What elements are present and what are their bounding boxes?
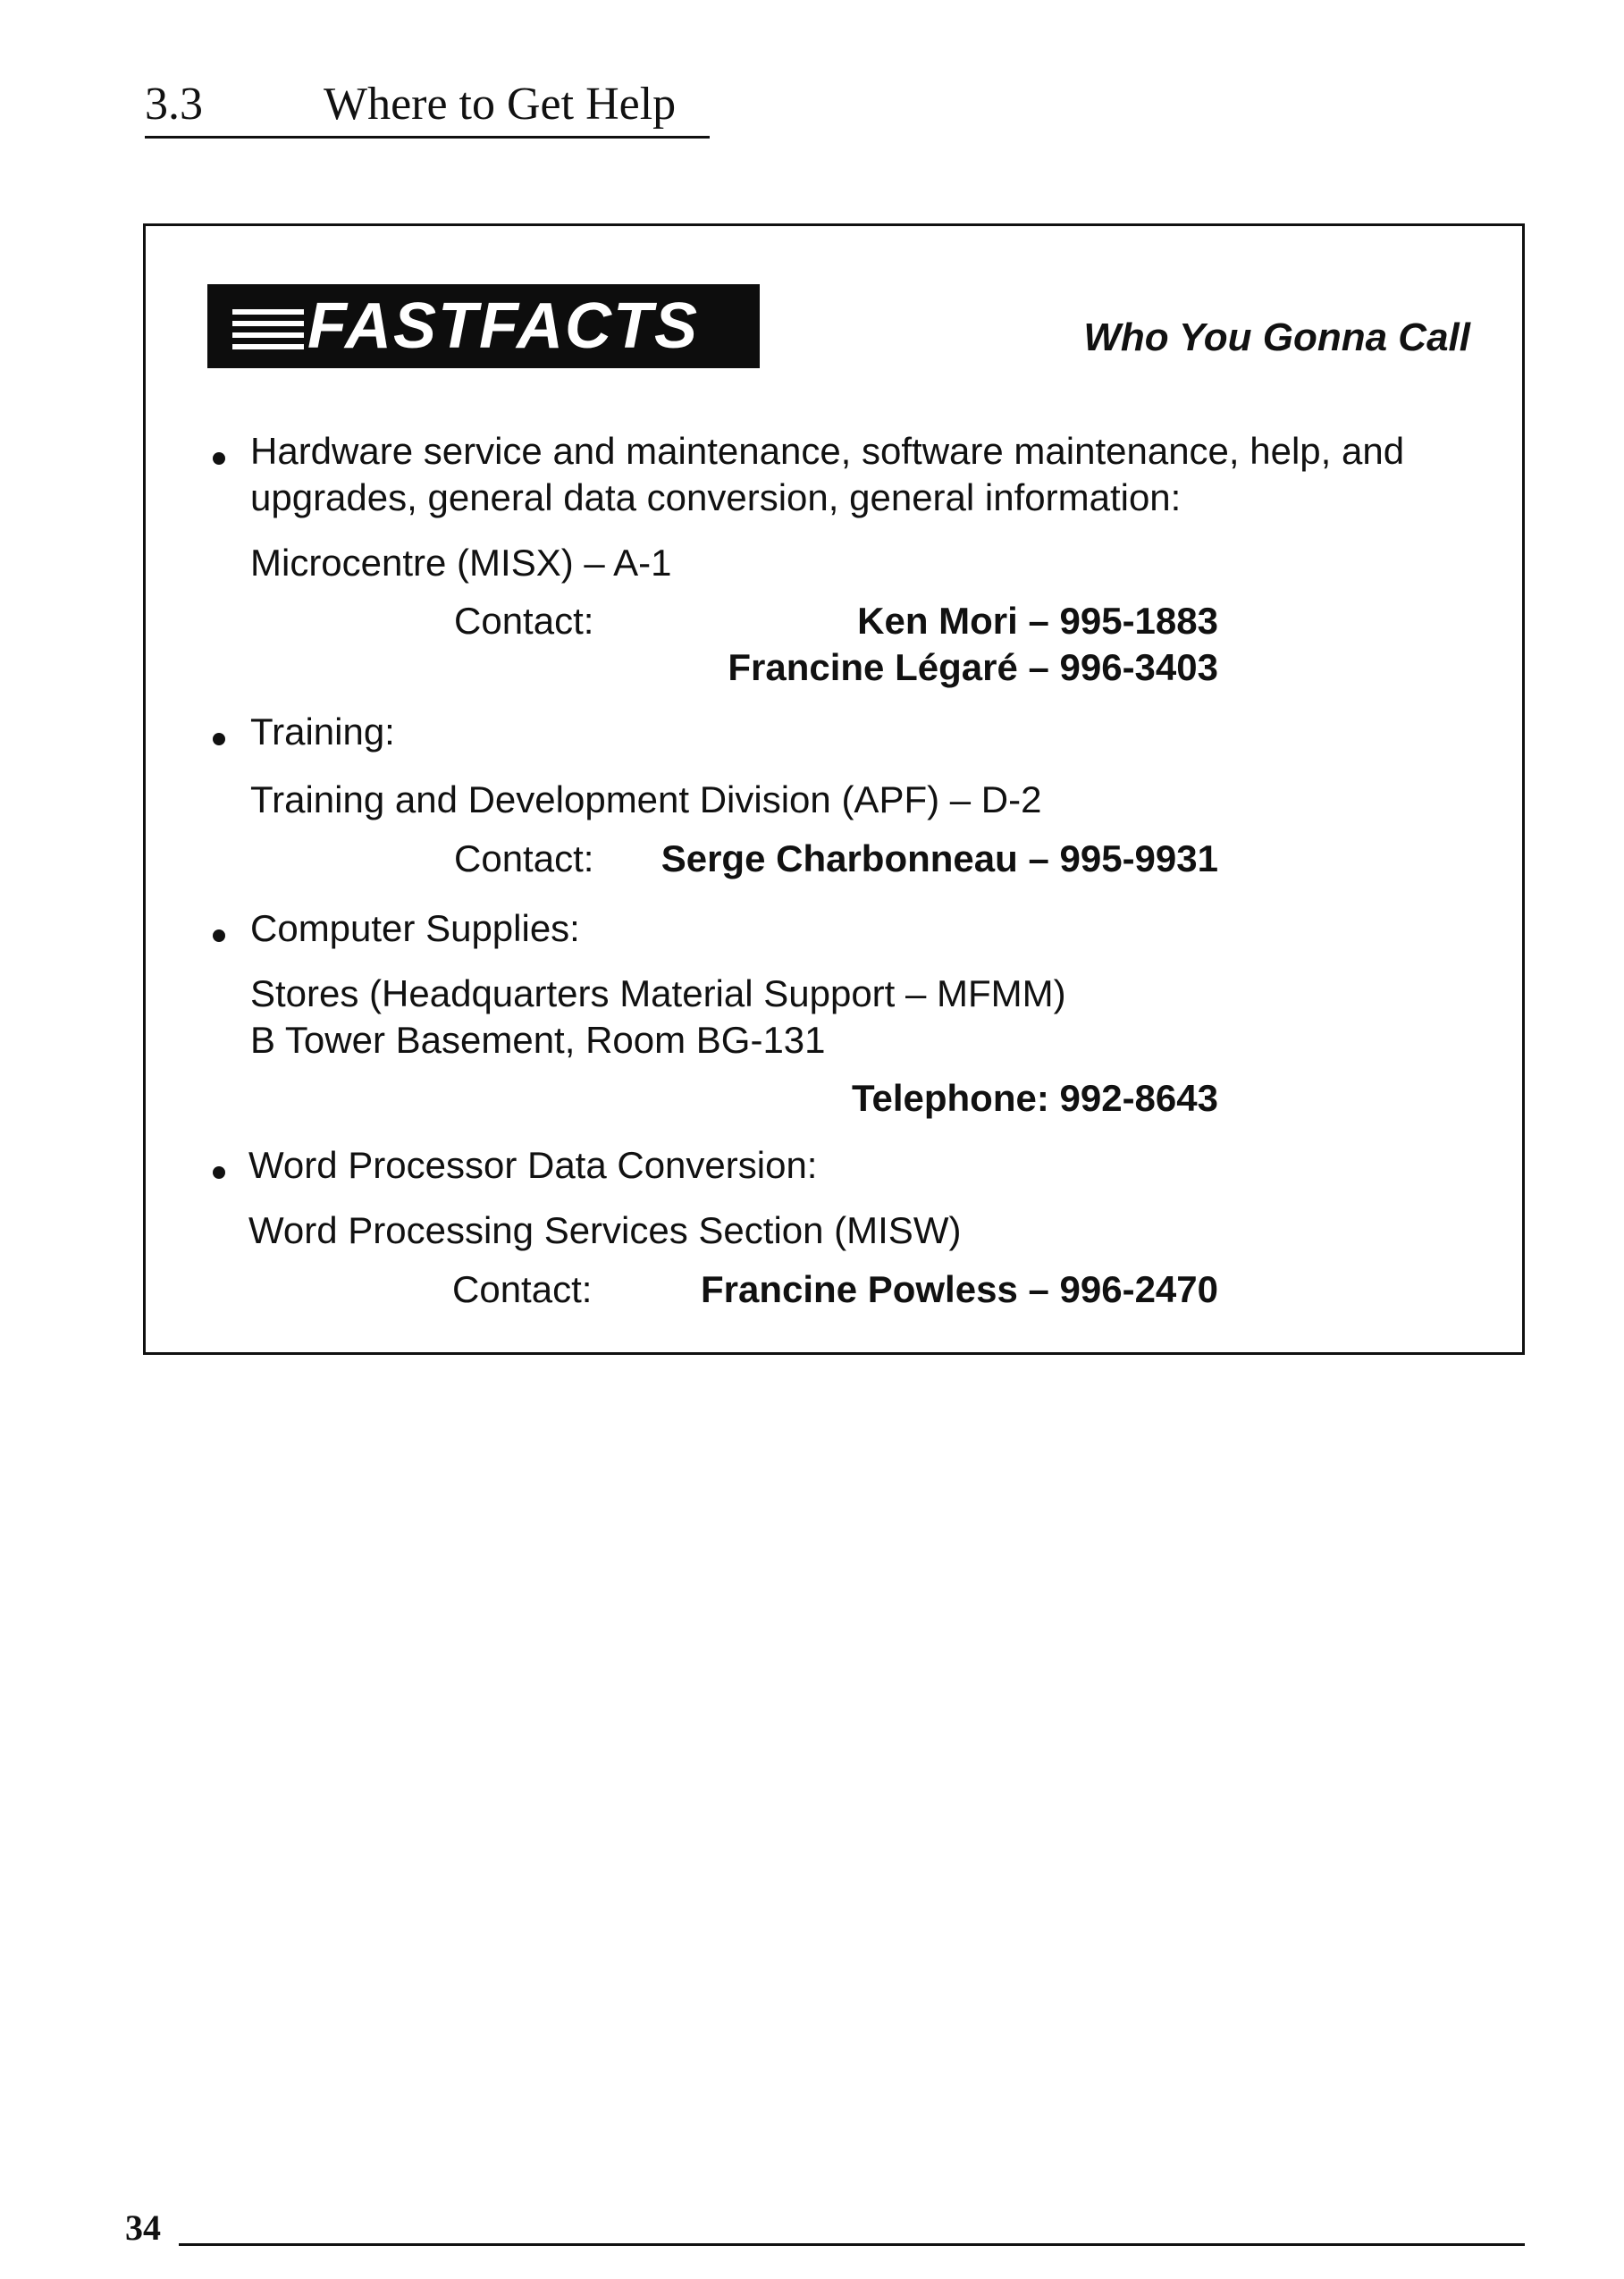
item-heading: upgrades, general data conversion, general information: <box>250 476 1182 518</box>
item-heading: Computer Supplies: <box>250 907 580 949</box>
item-org: Training and Development Division (APF) – D-2 <box>250 778 1042 820</box>
fastfacts-label: FASTFACTS <box>307 290 700 362</box>
item-heading: Training: <box>250 711 395 753</box>
contact-label: Contact: <box>454 600 594 642</box>
contact-name: Ken Mori – 995-1883 <box>857 600 1218 642</box>
contact-label: Contact: <box>454 837 594 879</box>
bullet-icon <box>213 452 225 465</box>
speed-lines-icon <box>232 309 304 356</box>
contact-label: Contact: <box>452 1268 593 1310</box>
section-number: 3.3 <box>145 79 203 130</box>
contact-name: Francine Powless – 996-2470 <box>701 1268 1218 1310</box>
page-number: 34 <box>125 2208 161 2248</box>
item-org: Microcentre (MISX) – A-1 <box>250 542 672 584</box>
box-tagline: Who You Gonna Call <box>1083 315 1470 359</box>
section-heading <box>145 73 710 139</box>
contact-name: Francine Légaré – 996-3403 <box>728 646 1218 688</box>
item-heading: Hardware service and maintenance, software maintenance, help, and <box>250 430 1405 472</box>
item-org: Word Processing Services Section (MISW) <box>248 1209 962 1251</box>
item-org: Stores (Headquarters Material Support – MFMM) <box>250 972 1066 1014</box>
footer-rule <box>179 2243 1525 2246</box>
bullet-icon <box>213 1166 225 1179</box>
contact-name: Serge Charbonneau – 995-9931 <box>661 837 1218 879</box>
bullet-icon <box>213 733 225 745</box>
item-org: B Tower Basement, Room BG-131 <box>250 1019 826 1061</box>
bullet-icon <box>213 929 225 942</box>
fastfacts-badge <box>207 284 760 368</box>
telephone: Telephone: 992-8643 <box>851 1077 1218 1119</box>
item-heading: Word Processor Data Conversion: <box>248 1144 818 1186</box>
section-title: Where to Get Help <box>324 79 677 130</box>
